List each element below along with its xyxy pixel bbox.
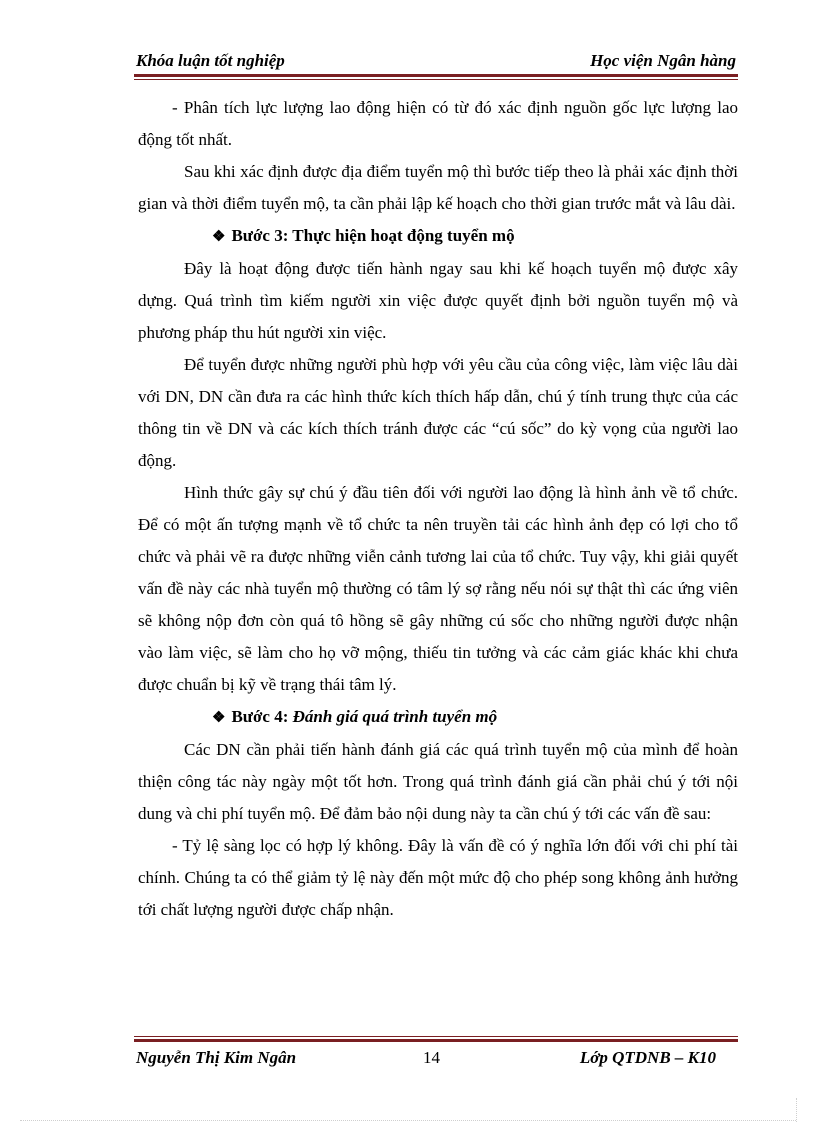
diamond-bullet-icon: ❖	[212, 710, 226, 726]
paragraph: Sau khi xác định được địa điểm tuyển mộ thì bước tiếp theo là phải xác định thời gian và thời điểm tuyển mộ, ta cần phải lập kế hoạch cho thời gian trước mắt và lâu dài.	[138, 162, 738, 213]
page-footer	[134, 1046, 738, 1070]
paragraph: Các DN cần phải tiến hành đánh giá các quá trình tuyển mộ của mình để hoàn thiện công tác này ngày một tốt hơn. Trong quá trình đánh giá cần phải chú ý tới nội dung và chi phí tuyển mộ. Để đảm bảo nội dung này ta cần chú ý tới các vấn đề sau:	[138, 740, 738, 823]
heading-text: Bước 3: Thực hiện hoạt động tuyển mộ	[231, 226, 515, 245]
paragraph: Đây là hoạt động được tiến hành ngay sau khi kế hoạch tuyển mộ được xây dựng. Quá trình tìm kiếm người xin việc được quyết định bởi nguồn tuyển mộ và phương pháp thu hút người xin việc.	[138, 259, 738, 342]
section-heading-step-4	[138, 701, 738, 734]
page-boundary-line	[20, 1120, 796, 1121]
footer-class: Lớp QTDNB – K10	[579, 1048, 716, 1067]
page-header	[134, 50, 738, 72]
header-thesis-title: Khóa luận tốt nghiệp	[136, 51, 285, 70]
footer-rule	[134, 1036, 738, 1042]
paragraph: - Tỷ lệ sàng lọc có hợp lý không. Đây là vấn đề có ý nghĩa lớn đối với chi phí tài chính. Chúng ta có thể giảm tỷ lệ này đến một mức độ cho phép song không ảnh hưởng tới chất lượng người được chấp nhận.	[138, 836, 738, 919]
page-number: 14	[423, 1048, 440, 1067]
footer-author: Nguyễn Thị Kim Ngân	[136, 1048, 297, 1067]
header-rule	[134, 74, 738, 80]
heading-text: Bước 4:	[231, 707, 293, 726]
heading-text-italic: Đánh giá quá trình tuyển mộ	[292, 707, 498, 726]
header-institution: Học viện Ngân hàng	[590, 51, 736, 70]
paragraph: - Phân tích lực lượng lao động hiện có từ đó xác định nguồn gốc lực lượng lao động tốt nhất.	[138, 98, 738, 149]
paragraph: Hình thức gây sự chú ý đầu tiên đối với người lao động là hình ảnh về tổ chức. Để có một ấn tượng mạnh về tổ chức ta nên truyền tải các hình ảnh đẹp có lợi cho tổ chức và phải vẽ ra được những viễn cảnh tương lai của tổ chức. Tuy vậy, khi giải quyết vấn đề này các nhà tuyển mộ thường có tâm lý sợ rằng nếu nói sự thật thì các ứng viên sẽ không nộp đơn còn quá tô hồng sẽ gây những cú sốc cho những người được nhận vào làm việc, sẽ làm cho họ vỡ mộng, thiếu tin tưởng và các cảm giác khác khi chưa được chuẩn bị kỹ về trạng thái tâm lý.	[138, 483, 738, 694]
diamond-bullet-icon: ❖	[212, 229, 226, 245]
paragraph: Để tuyển được những người phù hợp với yêu cầu của công việc, làm việc lâu dài với DN, DN cần đưa ra các hình thức kích thích hấp dẫn, chú ý tính trung thực của các thông tin về DN và các kích thích tránh được các “cú sốc” do kỳ vọng của người lao động.	[138, 355, 738, 470]
section-heading-step-3	[138, 220, 738, 253]
page-body	[138, 92, 738, 926]
page-boundary-line	[796, 1098, 797, 1122]
